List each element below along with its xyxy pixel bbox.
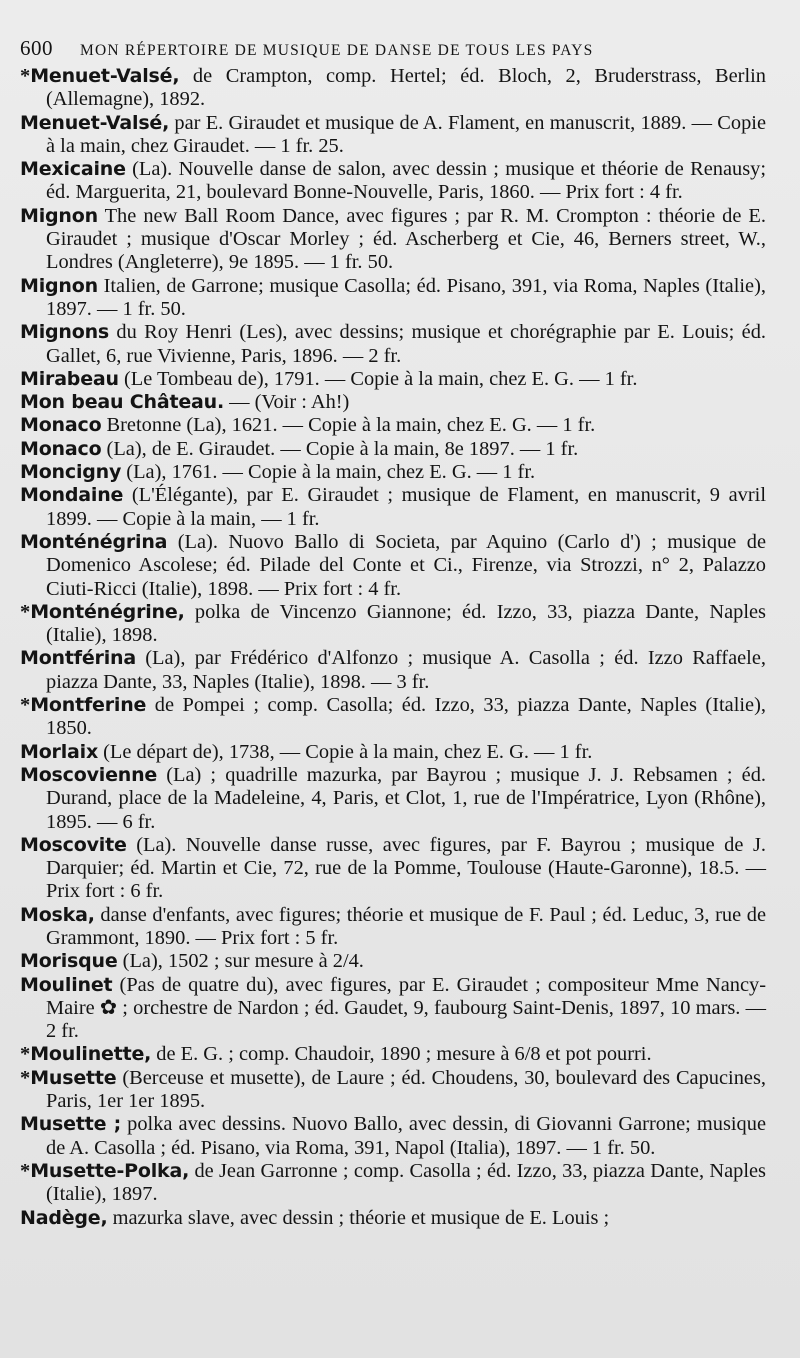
entry-marker: * xyxy=(20,694,31,717)
dictionary-entry xyxy=(20,950,766,973)
entry-text: (Berceuse et musette), de Laure ; éd. Choudens, 30, boulevard des Capucines, Paris, 1er 1er 1895. xyxy=(46,1066,766,1113)
entry-marker: * xyxy=(20,65,31,87)
entry-text: Italien, de Garrone; musique Casolla; éd. Pisano, 391, via Roma, Naples (Italie), 1897. — 1 fr. 50. xyxy=(46,274,766,320)
entry-marker: * xyxy=(20,1159,31,1182)
dictionary-entry xyxy=(20,1160,766,1207)
entry-headword: Moncigny xyxy=(20,461,122,484)
entry-text: de Crampton, comp. Hertel; éd. Bloch, 2, Bruderstrass, Berlin (Allemagne), 1892. xyxy=(46,65,766,111)
entry-text: (Le départ de), 1738, — Copie à la main, chez E. G. — 1 fr. xyxy=(98,740,593,763)
entry-text: de Pompei ; comp. Casolla; éd. Izzo, 33, piazza Dante, Naples (Italie), 1850. xyxy=(46,694,766,740)
dictionary-entry xyxy=(20,974,766,1044)
entry-text: (La), par Frédérico d'Alfonzo ; musique A. Casolla ; éd. Izzo Raffaele, piazza Dante, 33, Naples (Italie), 1898. — 3 fr. xyxy=(46,647,766,693)
entry-marker: * xyxy=(20,600,31,623)
page-number: 600 xyxy=(20,36,53,60)
entry-headword: Monaco xyxy=(20,437,102,460)
entry-text: danse d'enfants, avec figures; théorie et musique de F. Paul ; éd. Leduc, 3, rue de Grammont, 1890. — Prix fort : 5 fr. xyxy=(46,903,766,949)
dictionary-entry xyxy=(20,694,766,741)
entry-text: — (Voir : Ah!) xyxy=(223,391,350,414)
dictionary-entry xyxy=(20,834,766,904)
dictionary-entry xyxy=(20,904,766,951)
entry-text: (La), de E. Giraudet. — Copie à la main, 8e 1897. — 1 fr. xyxy=(101,437,579,460)
dictionary-entry xyxy=(20,368,766,391)
dictionary-entry xyxy=(20,531,766,601)
entry-list xyxy=(20,65,766,1230)
entry-text: (La) ; quadrille mazurka, par Bayrou ; musique J. J. Rebsamen ; éd. Durand, place de la Madeleine, 4, Paris, et Clot, 1, rue de l'Impératrice, Lyon (Rhône), 1895. — 6 fr. xyxy=(46,763,766,833)
entry-headword: Moulinet xyxy=(20,973,113,996)
dictionary-entry xyxy=(20,205,766,275)
dictionary-entry xyxy=(20,391,766,414)
entry-headword: Nadège, xyxy=(20,1206,108,1229)
entry-headword: Moscovite xyxy=(20,833,127,856)
entry-headword: Moska, xyxy=(20,903,95,926)
entry-headword: Menuet-Valsé, xyxy=(20,111,170,134)
dictionary-entry xyxy=(20,438,766,461)
entry-headword: Musette-Polka, xyxy=(30,1159,190,1182)
entry-text: Bretonne (La), 1621. — Copie à la main, chez E. G. — 1 fr. xyxy=(101,414,596,437)
entry-text: polka avec dessins. Nuovo Ballo, avec dessin, di Giovanni Garrone; musique de A. Casolla ; éd. Pisano, via Roma, 391, Napol (Italia), 1897. — 1 fr. 50. xyxy=(46,1113,767,1159)
entry-text: (La). Nouvelle danse russe, avec figures, par F. Bayrou ; musique de J. Darquier; éd. Martin et Cie, 72, rue de la Pomme, Toulouse (Haute-Garonne), 18.5. — Prix fort : 6 fr. xyxy=(46,833,766,903)
dictionary-entry xyxy=(20,112,766,159)
entry-headword: Monaco xyxy=(20,414,102,437)
dictionary-entry xyxy=(20,275,766,322)
entry-text: (L'Élégante), par E. Giraudet ; musique de Flament, en manuscrit, 9 avril 1899. — Copie à la main, — 1 fr. xyxy=(46,484,766,530)
entry-headword: Morlaix xyxy=(20,740,99,763)
entry-headword: Montferine xyxy=(30,694,147,717)
entry-marker: * xyxy=(20,1043,31,1066)
dictionary-entry xyxy=(20,1043,766,1066)
entry-text: par E. Giraudet et musique de A. Flament, en manuscrit, 1889. — Copie à la main, chez Giraudet. — 1 fr. 25. xyxy=(46,111,766,157)
running-title: MON RÉPERTOIRE DE MUSIQUE DE DANSE DE TOUS LES PAYS xyxy=(80,42,594,59)
entry-text: (Le Tombeau de), 1791. — Copie à la main, chez E. G. — 1 fr. xyxy=(118,367,638,390)
entry-headword: Montférina xyxy=(20,647,136,670)
dictionary-entry xyxy=(20,647,766,694)
dictionary-entry xyxy=(20,414,766,437)
entry-text: de Jean Garronne ; comp. Casolla ; éd. Izzo, 33, piazza Dante, Naples (Italie), 1897. xyxy=(46,1159,766,1206)
dictionary-entry xyxy=(20,484,766,531)
entry-headword: Moscovienne xyxy=(20,763,158,786)
entry-headword: Mignon xyxy=(20,204,98,227)
entry-text: (La). Nuovo Ballo di Societa, par Aquino (Carlo d') ; musique de Domenico Ascolese; éd. Pilade del Conte et Ci., Firenze, via Strozzi, n° 2, Palazzo Ciuti-Ricci (Italie), 1898. — Prix fort : 4 fr. xyxy=(46,530,766,600)
entry-marker: * xyxy=(20,1066,31,1089)
entry-text: (La), 1502 ; sur mesure à 2/4. xyxy=(117,950,364,973)
entry-headword: Moulinette, xyxy=(30,1043,152,1066)
entry-headword: Mignon xyxy=(20,274,98,297)
entry-headword: Mon beau Château. xyxy=(20,391,224,414)
dictionary-entry xyxy=(20,321,766,368)
entry-headword: Mondaine xyxy=(20,484,124,507)
entry-headword: Menuet-Valsé, xyxy=(30,65,180,87)
entry-headword: Monténégrina xyxy=(20,530,168,553)
entry-text: (La), 1761. — Copie à la main, chez E. G. — 1 fr. xyxy=(121,461,536,484)
dictionary-entry xyxy=(20,158,766,205)
dictionary-entry xyxy=(20,1207,766,1230)
entry-headword: Morisque xyxy=(20,950,118,973)
entry-headword: Mirabeau xyxy=(20,367,119,390)
dictionary-entry xyxy=(20,65,766,112)
entry-text: The new Ball Room Dance, avec figures ; par R. M. Crompton : théorie de E. Giraudet ; musique d'Oscar Morley ; éd. Ascherberg et Cie, 46, Berners street, W., Londres (Angleterre), 9e 1895. — 1 fr. 50. xyxy=(46,204,766,274)
entry-text: mazurka slave, avec dessin ; théorie et musique de E. Louis ; xyxy=(107,1206,610,1229)
entry-text: du Roy Henri (Les), avec dessins; musique et chorégraphie par E. Louis; éd. Gallet, 6, rue Vivienne, Paris, 1896. — 2 fr. xyxy=(46,321,766,367)
entry-text: (Pas de quatre du), avec figures, par E. Giraudet ; compositeur Mme Nancy-Maire ✿ ; orchestre de Nardon ; éd. Gaudet, 9, faubourg Saint-Denis, 1897, 10 mars. — 2 fr. xyxy=(46,973,766,1043)
page-header xyxy=(20,36,766,61)
entry-text: (La). Nouvelle danse de salon, avec dessin ; musique et théorie de Renausy; éd. Marguerita, 21, boulevard Bonne-Nouvelle, Paris, 1860. — Prix fort : 4 fr. xyxy=(46,158,766,204)
entry-headword: Mexicaine xyxy=(20,158,126,181)
entry-headword: Musette ; xyxy=(20,1113,122,1136)
dictionary-entry xyxy=(20,764,766,834)
dictionary-entry xyxy=(20,1067,766,1114)
entry-headword: Mignons xyxy=(20,321,110,344)
dictionary-entry xyxy=(20,601,766,648)
entry-headword: Monténégrine, xyxy=(30,600,185,623)
entry-text: de E. G. ; comp. Chaudoir, 1890 ; mesure à 6/8 et pot pourri. xyxy=(151,1043,652,1066)
dictionary-entry xyxy=(20,461,766,484)
dictionary-entry xyxy=(20,741,766,764)
dictionary-entry xyxy=(20,1113,766,1160)
entry-text: polka de Vincenzo Giannone; éd. Izzo, 33, piazza Dante, Naples (Italie), 1898. xyxy=(46,600,766,647)
entry-headword: Musette xyxy=(30,1066,117,1089)
